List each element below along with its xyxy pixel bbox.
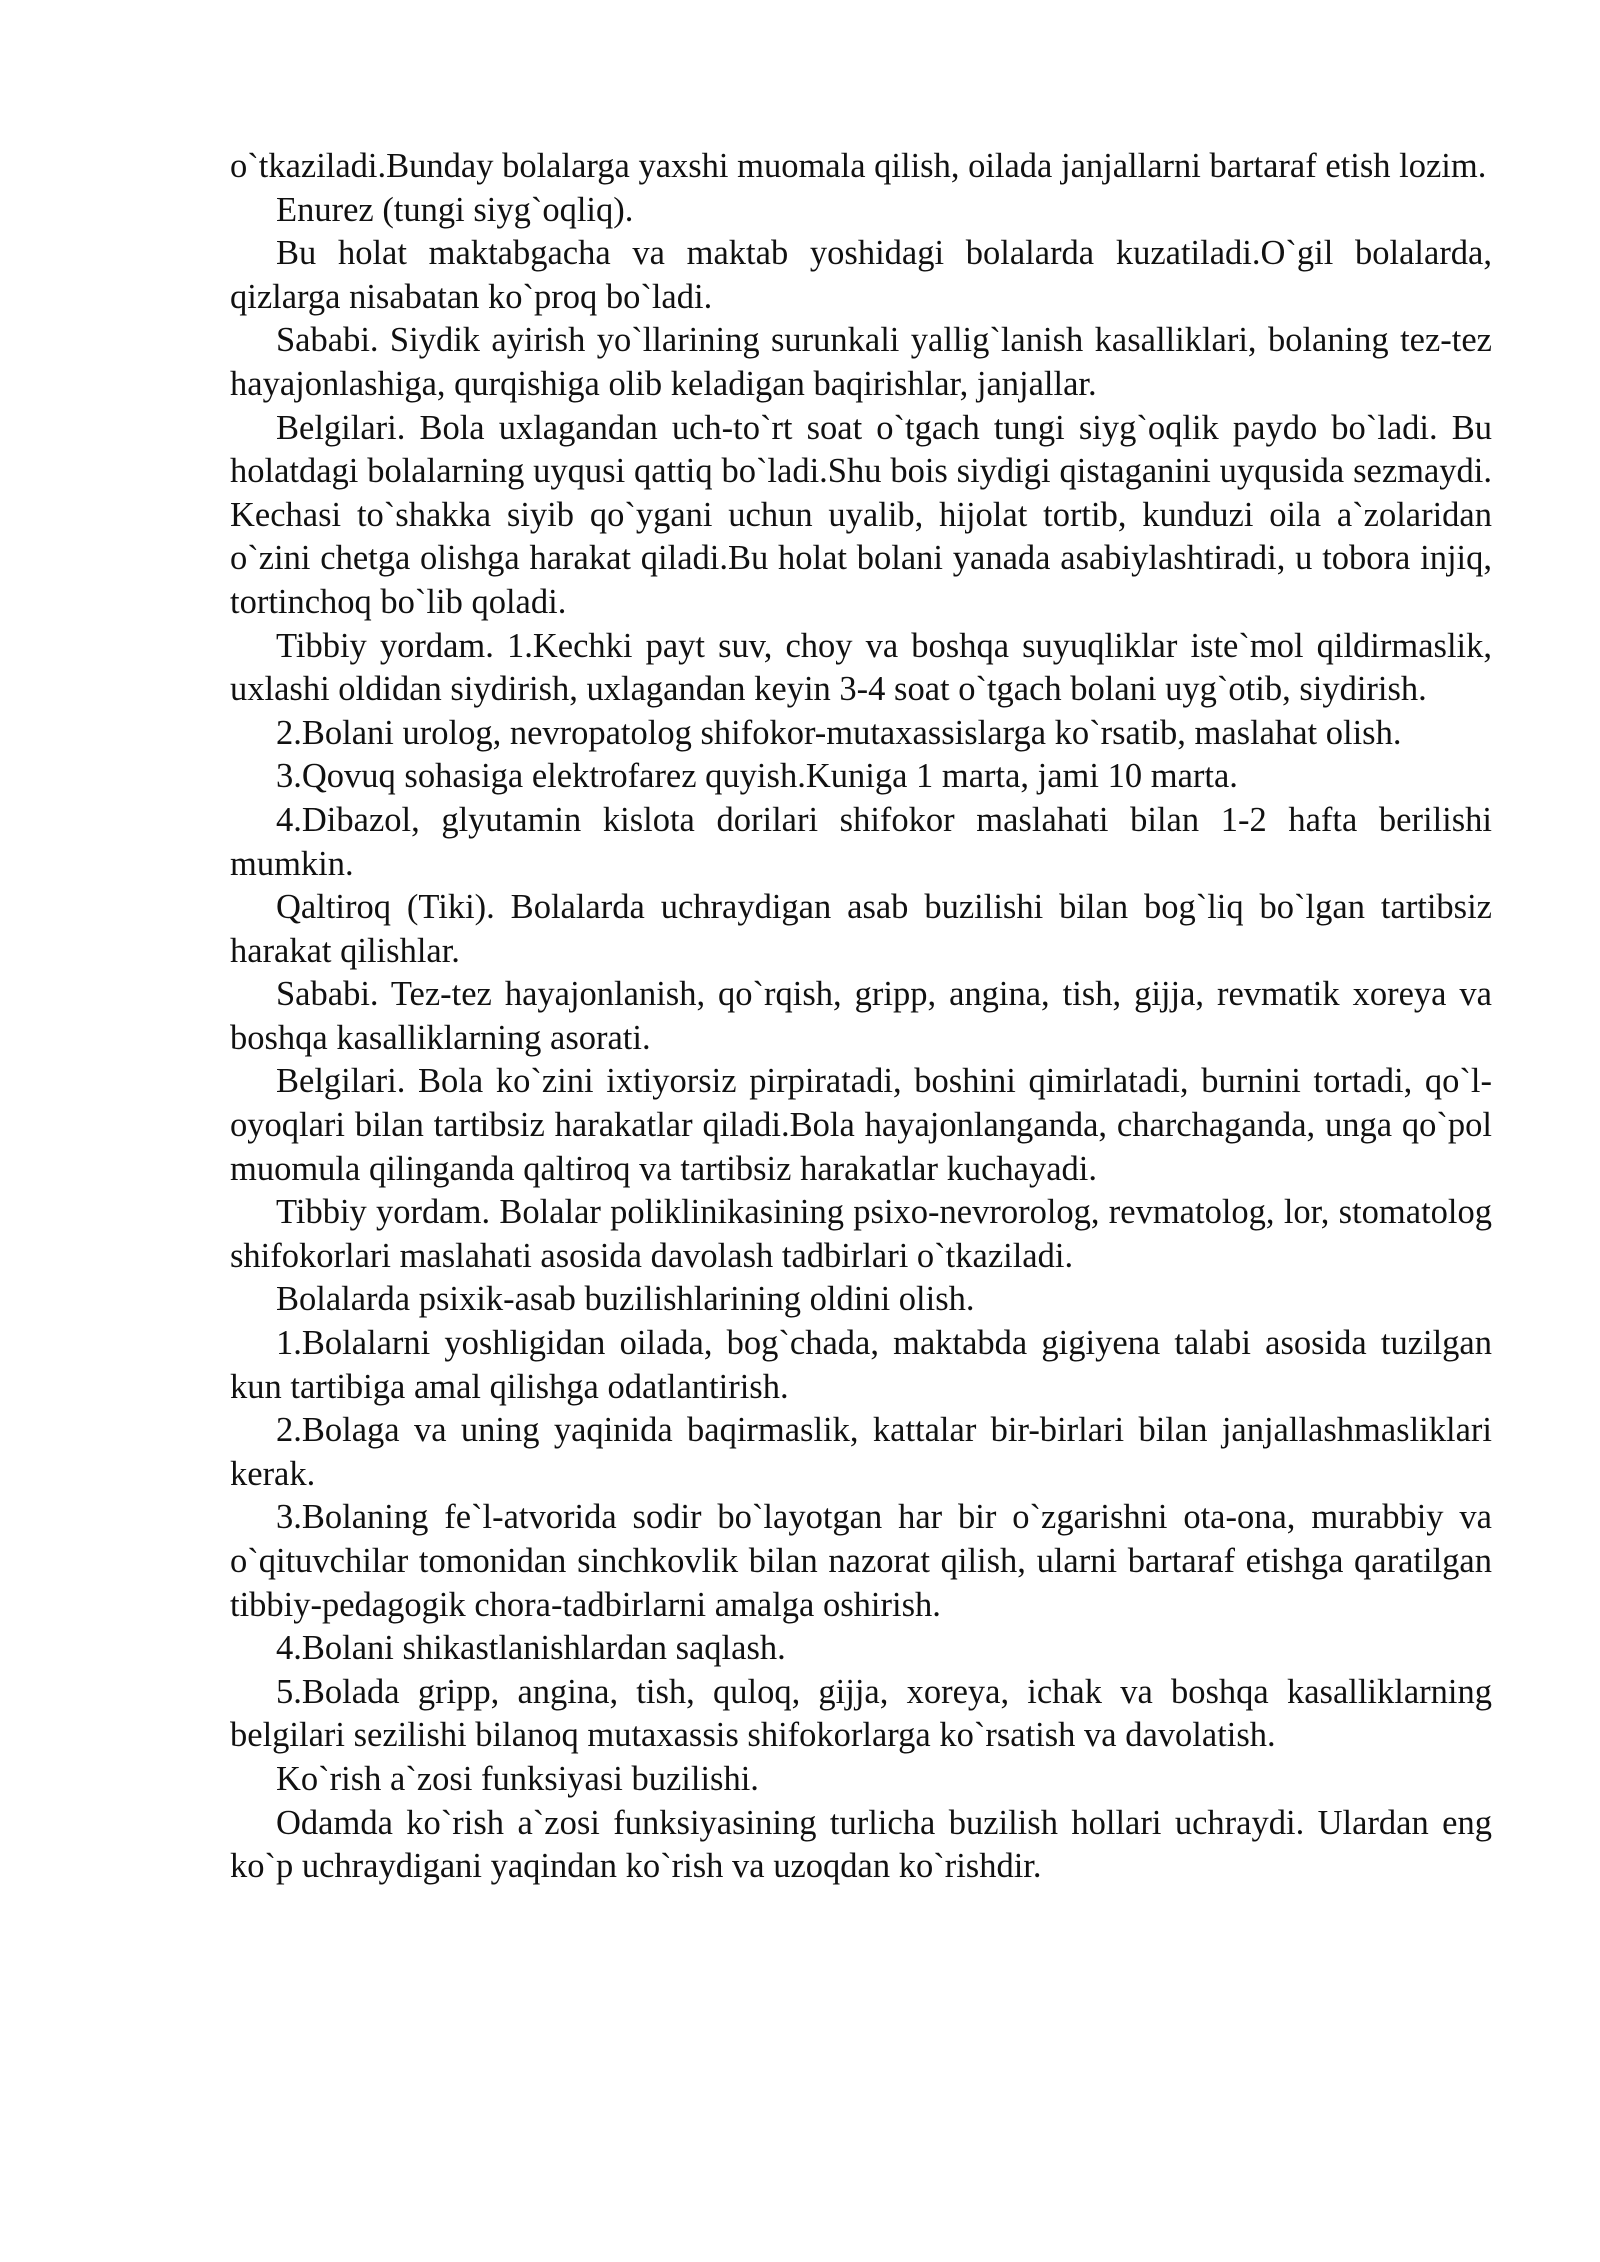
paragraph-tics-symptoms: Belgilari. Bola ko`zini ixtiyorsiz pirpiratadi, boshini qimirlatadi, burnini tortadi, qo`l-oyoqlari bilan tartibsiz harakatlar qiladi.Bola hayajonlanganda, charchaganda, unga qo`pol muomula qilinganda qaltiroq va tartibsiz harakatlar kuchayadi.: [230, 1062, 1492, 1188]
paragraph-prevention-4: 4.Bolani shikastlanishlardan saqlash.: [276, 1629, 786, 1668]
paragraph-tics-intro: Qaltiroq (Tiki). Bolalarda uchraydigan asab buzilishi bilan bog`liq bo`lgan tartibsiz harakat qilishlar.: [230, 888, 1492, 970]
paragraph-vision-intro: Odamda ko`rish a`zosi funksiyasining turlicha buzilish hollari uchraydi. Ulardan eng ko`p uchraydigani yaqindan ko`rish va uzoqdan ko`rishdir.: [230, 1803, 1492, 1886]
paragraph-enurez-treatment-3: 3.Qovuq sohasiga elektrofarez quyish.Kuniga 1 marta, jami 10 marta.: [276, 757, 1238, 796]
paragraph-enurez-treatment-4: 4.Dibazol, glyutamin kislota dorilari shifokor maslahati bilan 1-2 hafta berilishi mumkin.: [230, 800, 1492, 883]
paragraph-prevention-2: 2.Bolaga va uning yaqinida baqirmaslik, kattalar bir-birlari bilan janjallashmasliklari kerak.: [230, 1411, 1492, 1493]
heading-prevention: Bolalarda psixik-asab buzilishlarining oldini olish.: [276, 1280, 975, 1319]
heading-enurez: Enurez (tungi siyg`oqliq).: [276, 190, 634, 229]
paragraph-prevention-5: 5.Bolada gripp, angina, tish, quloq, gijja, xoreya, ichak va boshqa kasalliklarning belgilari sezilishi bilanoq mutaxassis shifokorlarga ko`rsatish va davolatish.: [230, 1672, 1492, 1755]
paragraph-prevention-3: 3.Bolaning fe`l-atvorida sodir bo`layotgan har bir o`zgarishni ota-ona, murabbiy va o`qituvchilar tomonidan sinchkovlik bilan nazorat qilish, ularni bartaraf etishga qaratilgan tibbiy-pedagogik chora-tadbirlarni amalga oshirish.: [230, 1498, 1492, 1624]
paragraph-enurez-cause: Sababi. Siydik ayirish yo`llarining surunkali yallig`lanish kasalliklari, bolaning tez-tez hayajonlashiga, qurqishiga olib keladigan baqirishlar, janjallar.: [230, 321, 1492, 403]
paragraph-continuation: o`tkaziladi.Bunday bolalarga yaxshi muomala qilish, oilada janjallarni bartaraf etish lozim.: [230, 147, 1487, 185]
paragraph-prevention-1: 1.Bolalarni yoshligidan oilada, bog`chada, maktabda gigiyena talabi asosida tuzilgan kun tartibiga amal qilishga odatlantirish.: [230, 1324, 1492, 1406]
paragraph-tics-cause: Sababi. Tez-tez hayajonlanish, qo`rqish, gripp, angina, tish, gijja, revmatik xoreya va boshqa kasalliklarning asorati.: [230, 975, 1492, 1057]
paragraph-enurez-intro: Bu holat maktabgacha va maktab yoshidagi bolalarda kuzatiladi.O`gil bolalarda, qizlarga nisabatan ko`proq bo`ladi.: [230, 234, 1492, 316]
paragraph-enurez-symptoms: Belgilari. Bola uxlagandan uch-to`rt soat o`tgach tungi siyg`oqlik paydo bo`ladi. Bu holatdagi bolalarning uyqusi qattiq bo`ladi.Shu bois siydigi qistaganini uyqusida sezmaydi. Kechasi to`shakka siyib qo`ygani uchun uyalib, hijolat tortib, kunduzi oila a`zolaridan o`zini chetga olishga harakat qiladi.Bu holat bolani yanada asabiylashtiradi, u tobora injiq, tortinchoq bo`lib qoladi.: [230, 408, 1492, 621]
paragraph-enurez-treatment-2: 2.Bolani urolog, nevropatolog shifokor-mutaxassislarga ko`rsatib, maslahat olish.: [276, 713, 1402, 752]
document-page: [230, 145, 1492, 1889]
paragraph-enurez-treatment-1: Tibbiy yordam. 1.Kechki payt suv, choy va boshqa suyuqliklar iste`mol qildirmaslik, uxlashi oldidan siydirish, uxlagandan keyin 3-4 soat o`tgach bolani uyg`otib, siydirish.: [230, 626, 1492, 709]
paragraph-tics-treatment: Tibbiy yordam. Bolalar poliklinikasining psixo-nevrorolog, revmatolog, lor, stomatolog shifokorlari maslahati asosida davolash tadbirlari o`tkaziladi.: [230, 1193, 1492, 1275]
heading-vision: Ko`rish a`zosi funksiyasi buzilishi.: [276, 1759, 759, 1798]
